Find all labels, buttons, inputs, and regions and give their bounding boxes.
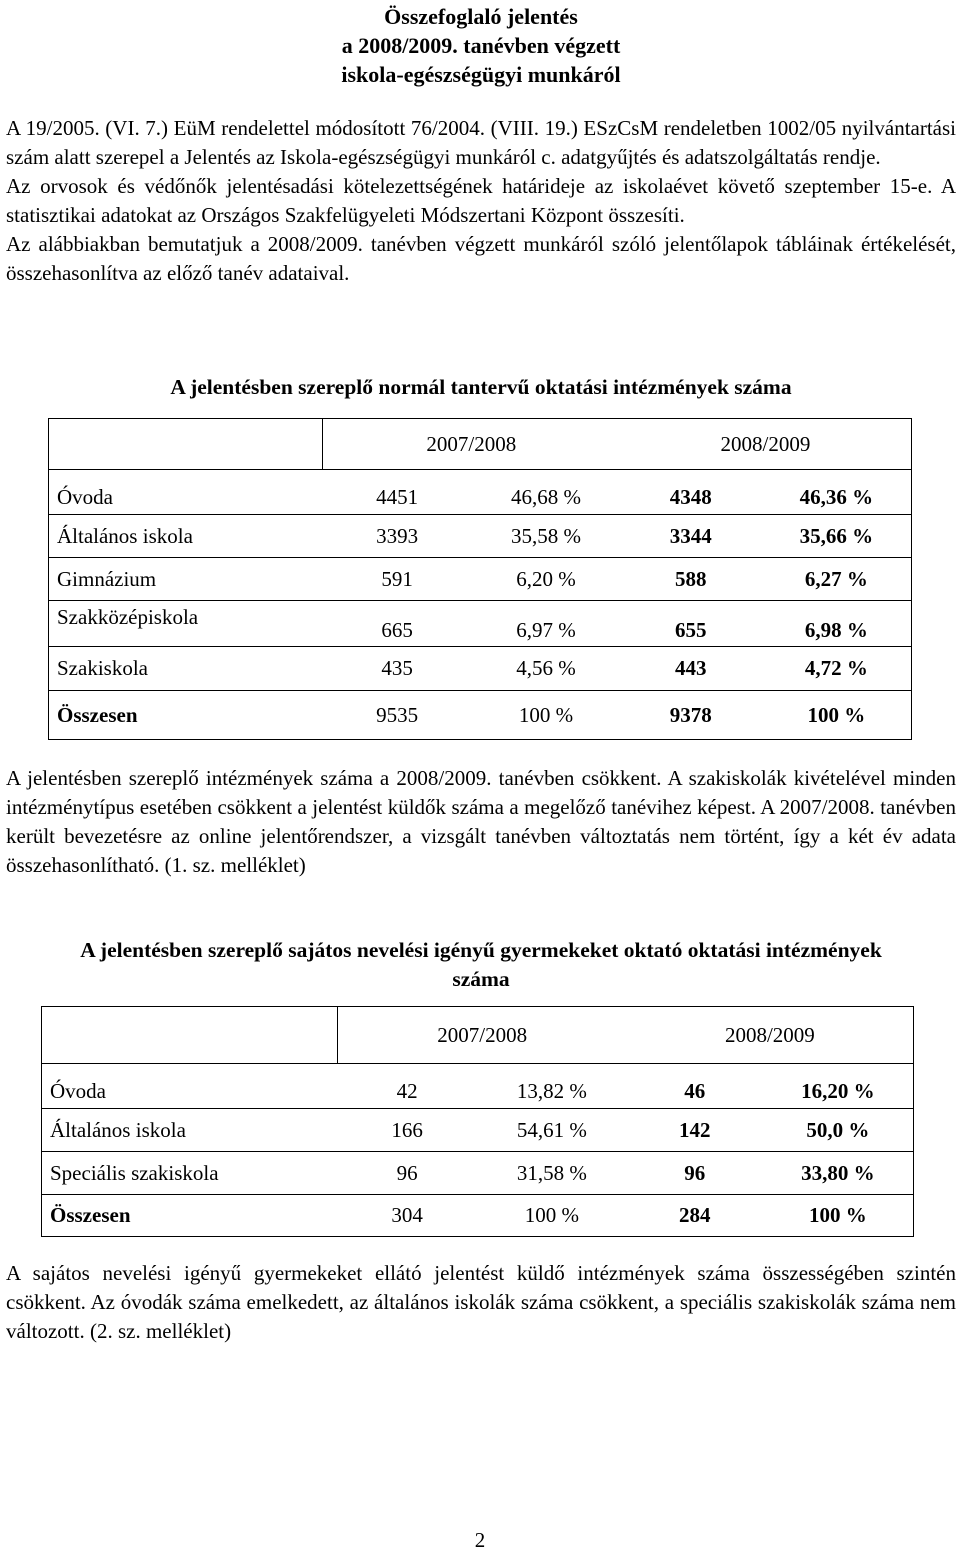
table1-row-label: Szakiskola [49, 647, 323, 691]
table1-title: A jelentésben szereplő normál tantervű oktatási intézmények száma [170, 375, 792, 399]
table2-cell-percent: 33,80 % [763, 1152, 914, 1195]
table1-cell-value: 3344 [620, 515, 762, 558]
middle-paragraph: A jelentésben szereplő intézmények száma a 2008/2009. tanévben csökkent. A szakiskolák kivételével minden intézménytípus esetében csökkent a jelentést küldők száma a megelőző tanévihez képest. A 2007/2008. tanévben került bevezetésre az online jelentőrendszer, a vizsgált tanévben változtatás nem történt, így a két év adata összehasonlítható. (1. sz. melléklet) [6, 766, 956, 877]
table2-total-percent: 100 % [477, 1195, 627, 1237]
table1-cell-value: 3393 [322, 515, 472, 558]
table2-total-value: 304 [337, 1195, 477, 1237]
table1-total-percent: 100 % [762, 691, 912, 740]
table1-row [49, 558, 912, 601]
table2-total-label: Összesen [42, 1195, 338, 1237]
table1-cell-percent: 4,56 % [472, 647, 620, 691]
table2-cell-value: 166 [337, 1109, 477, 1152]
table2-total-percent: 100 % [763, 1195, 914, 1237]
table2-header-row [42, 1007, 914, 1064]
table1-cell-value: 4348 [620, 470, 762, 515]
table1-header-2008: 2008/2009 [620, 419, 912, 470]
table1-cell-value: 443 [620, 647, 762, 691]
table1-cell-value: 665 [322, 601, 472, 647]
table1-row [49, 515, 912, 558]
table2-cell-value: 96 [337, 1152, 477, 1195]
table1 [48, 418, 912, 740]
table1-row-label: Szakközépiskola [49, 601, 323, 647]
table2-row [42, 1152, 914, 1195]
table2-header-2008: 2008/2009 [627, 1007, 914, 1064]
table2-header-2007: 2007/2008 [337, 1007, 627, 1064]
table2-total-row [42, 1195, 914, 1237]
table1-row-label: Óvoda [49, 470, 323, 515]
table1-cell-value: 435 [322, 647, 472, 691]
table1-total-label: Összesen [49, 691, 323, 740]
table1-total-value: 9535 [322, 691, 472, 740]
table2-cell-value: 42 [337, 1064, 477, 1109]
table1-cell-percent: 35,58 % [472, 515, 620, 558]
table1-header-2007: 2007/2008 [322, 419, 620, 470]
table1-row-label: Gimnázium [49, 558, 323, 601]
table1-row [49, 601, 912, 647]
table1-cell-value: 655 [620, 601, 762, 647]
table2-row-label: Óvoda [42, 1064, 338, 1109]
table2-title-line-1: A jelentésben szereplő sajátos nevelési igényű gyermekeket oktató oktatási intézmények [80, 938, 882, 962]
table2-cell-value: 46 [627, 1064, 763, 1109]
final-paragraph: A sajátos nevelési igényű gyermekeket ellátó jelentést küldő intézmények száma összességében szintén csökkent. Az óvodák száma emelkedett, az általános iskolák száma csökkent, a speciális szakiskolák száma nem változott. (2. sz. melléklet) [6, 1261, 956, 1343]
table1-cell-value: 591 [322, 558, 472, 601]
table2-title-line-2: száma [452, 967, 510, 991]
table1-total-percent: 100 % [472, 691, 620, 740]
table1-cell-percent: 46,68 % [472, 470, 620, 515]
table2-row-label: Speciális szakiskola [42, 1152, 338, 1195]
table1-cell-value: 4451 [322, 470, 472, 515]
report-title-line-3: iskola-egészségügyi munkáról [341, 62, 621, 87]
table2-cell-percent: 31,58 % [477, 1152, 627, 1195]
table1-total-value: 9378 [620, 691, 762, 740]
page-number: 2 [474, 1528, 486, 1552]
report-title-line-1: Összefoglaló jelentés [384, 4, 578, 29]
table2-cell-percent: 54,61 % [477, 1109, 627, 1152]
table1-cell-percent: 46,36 % [762, 470, 912, 515]
table1-cell-percent: 6,27 % [762, 558, 912, 601]
table1-cell-percent: 35,66 % [762, 515, 912, 558]
report-title [6, 2, 956, 89]
table2-corner-cell [42, 1007, 338, 1064]
table2-cell-percent: 50,0 % [763, 1109, 914, 1152]
table1-row [49, 470, 912, 515]
table1-row-label: Általános iskola [49, 515, 323, 558]
table2-row [42, 1109, 914, 1152]
table1-corner-cell [49, 419, 323, 470]
table1-header-row [49, 419, 912, 470]
table1-cell-value: 588 [620, 558, 762, 601]
table1-cell-percent: 6,98 % [762, 601, 912, 647]
table2-row-label: Általános iskola [42, 1109, 338, 1152]
table1-row [49, 647, 912, 691]
intro-paragraph-1: A 19/2005. (VI. 7.) EüM rendelettel módosított 76/2004. (VIII. 19.) ESzCsM rendeletben 1002/05 nyilvántartási szám alatt szerepel a Jelentés az Iskola-egészségügyi munkáról c. adatgyűjtés és adatszolgáltatás rendje. [6, 116, 956, 169]
table2-cell-value: 96 [627, 1152, 763, 1195]
table2-title [6, 936, 956, 994]
table2-cell-value: 142 [627, 1109, 763, 1152]
table2-cell-percent: 13,82 % [477, 1064, 627, 1109]
table2 [41, 1006, 914, 1237]
intro-paragraph-3: Az alábbiakban bemutatjuk a 2008/2009. tanévben végzett munkáról szóló jelentőlapok tábláinak értékelését, összehasonlítva az előző tanév adataival. [6, 232, 956, 285]
report-title-line-2: a 2008/2009. tanévben végzett [341, 33, 621, 58]
table2-row [42, 1064, 914, 1109]
intro-paragraph-2: Az orvosok és védőnők jelentésadási kötelezettségének határideje az iskolaévet követő szeptember 15-e. A statisztikai adatokat az Országos Szakfelügyeleti Módszertani Központ összesíti. [6, 174, 956, 227]
table1-cell-percent: 6,20 % [472, 558, 620, 601]
table1-cell-percent: 4,72 % [762, 647, 912, 691]
table1-cell-percent: 6,97 % [472, 601, 620, 647]
table2-cell-percent: 16,20 % [763, 1064, 914, 1109]
table2-total-value: 284 [627, 1195, 763, 1237]
table1-total-row [49, 691, 912, 740]
